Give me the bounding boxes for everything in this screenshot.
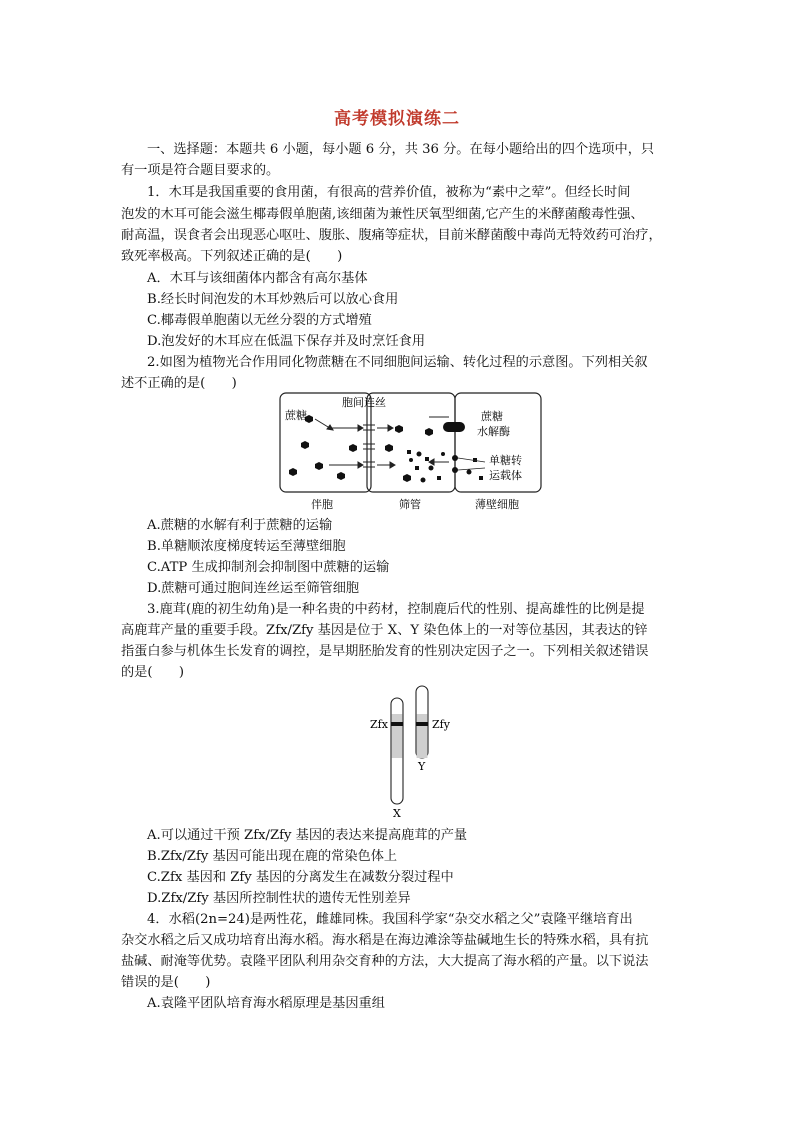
- q3-stem-line: 指蛋白参与机体生长发育的调控，是早期胚胎发育的性别决定因子之一。下列相关叙述错误: [121, 644, 649, 659]
- label-y: Y: [418, 760, 426, 773]
- label-zfx: Zfx: [370, 718, 388, 731]
- q2-option-c: C.ATP 生成抑制剂会抑制图中蔗糖的运输: [147, 560, 390, 575]
- q1-stem-line: 致死率极高。下列叙述正确的是( ): [121, 249, 343, 264]
- q2-option-d: D.蔗糖可通过胞间连丝运至筛管细胞: [147, 581, 360, 596]
- q1-option-b: B.经长时间泡发的木耳炒熟后可以放心食用: [147, 292, 399, 307]
- label-sucrose: 蔗糖: [285, 409, 307, 422]
- q4-stem-line: 盐碱、耐淹等优势。袁隆平团队利用杂交育种的方法，大大提高了海水稻的产量。以下说法: [121, 954, 649, 969]
- label-zfy: Zfy: [432, 718, 450, 731]
- page-title: 高考模拟演练二: [334, 109, 460, 129]
- sucrose-transport-figure: [279, 392, 543, 518]
- invertase-enzyme: [443, 422, 465, 432]
- q1-stem-line: 泡发的木耳可能会滋生椰毒假单胞菌,该细菌为兼性厌氧型细菌,它产生的米酵菌酸毒性强、: [121, 207, 644, 222]
- zfy-gene-band: [416, 722, 428, 726]
- sucrose-molecules: [289, 415, 433, 482]
- label-transporter-line1: 单糖转: [489, 454, 522, 467]
- label-invertase-line1: 蔗糖: [481, 410, 503, 423]
- label-parenchyma-cell: 薄壁细胞: [475, 498, 519, 511]
- y-homologous-region: [417, 714, 428, 758]
- label-transporter-line2: 运载体: [489, 469, 522, 482]
- label-sieve-tube: 筛管: [399, 498, 421, 511]
- label-x: X: [393, 807, 401, 820]
- q3-option-d: D.Zfx/Zfy 基因所控制性状的遗传无性别差异: [147, 891, 411, 906]
- q1-option-c: C.椰毒假单胞菌以无丝分裂的方式增殖: [147, 313, 372, 328]
- q3-stem-line: 的是( ): [121, 665, 185, 680]
- xy-chromosome-diagram: [370, 684, 460, 820]
- q4-stem-line: 杂交水稻之后又成功培育出海水稻。海水稻是在海边滩涂等盐碱地生长的特殊水稻，具有抗: [121, 933, 649, 948]
- q4-stem-line: 4．水稻(2n=24)是两性花，雌雄同株。我国科学家“杂交水稻之父”袁隆平继培育出: [147, 912, 633, 927]
- q2-stem-line: 述不正确的是( ): [121, 376, 237, 391]
- q2-option-b: B.单糖顺浓度梯度转运至薄壁细胞: [147, 539, 346, 554]
- zfx-gene-band: [391, 722, 403, 726]
- q4-option-a: A.袁隆平团队培育海水稻原理是基因重组: [147, 996, 385, 1011]
- q3-option-b: B.Zfx/Zfy 基因可能出现在鹿的常染色体上: [147, 849, 398, 864]
- q3-stem-line: 3.鹿茸(鹿的初生幼角)是一种名贵的中药材，控制鹿后代的性别、提高雄性的比例是提: [147, 602, 645, 617]
- label-plasmodesmata: 胞间连丝: [342, 396, 386, 409]
- chromosome-figure: [370, 684, 460, 824]
- section-heading-line: 有一项是符合题目要求的。: [121, 163, 280, 178]
- q3-stem-line: 高鹿茸产量的重要手段。Zfx/Zfy 基因是位于 X、Y 染色体上的一对等位基因，其表达的锌: [121, 623, 648, 638]
- q2-option-a: A.蔗糖的水解有利于蔗糖的运输: [147, 518, 333, 533]
- q1-stem-line: 1．木耳是我国重要的食用菌，有很高的营养价值，被称为“素中之荤”。但经长时间: [147, 185, 631, 200]
- q3-option-a: A.可以通过干预 Zfx/Zfy 基因的表达来提高鹿茸的产量: [147, 828, 468, 843]
- x-homologous-region: [392, 714, 403, 758]
- q2-stem-line: 2.如图为植物光合作用同化物蔗糖在不同细胞间运输、转化过程的示意图。下列相关叙: [147, 355, 648, 370]
- sucrose-transport-diagram: [279, 392, 543, 514]
- plasmodesmata: [363, 425, 375, 467]
- monosaccharides: [407, 450, 483, 483]
- section-heading-line: 一、选择题：本题共 6 小题，每小题 6 分，共 36 分。在每小题给出的四个选项中，只: [147, 142, 655, 157]
- label-invertase-line2: 水解酶: [477, 425, 510, 438]
- q1-stem-line: 耐高温，误食者会出现恶心呕吐、腹胀、腹痛等症状，目前米酵菌酸中毒尚无特效药可治疗，: [121, 228, 662, 243]
- q1-option-d: D.泡发好的木耳应在低温下保存并及时烹饪食用: [147, 334, 426, 349]
- q1-option-a: A．木耳与该细菌体内都含有高尔基体: [147, 271, 368, 286]
- q4-stem-line: 错误的是( ): [121, 975, 211, 990]
- label-companion-cell: 伴胞: [311, 498, 333, 511]
- q3-option-c: C.Zfx 基因和 Zfy 基因的分离发生在减数分裂过程中: [147, 870, 454, 885]
